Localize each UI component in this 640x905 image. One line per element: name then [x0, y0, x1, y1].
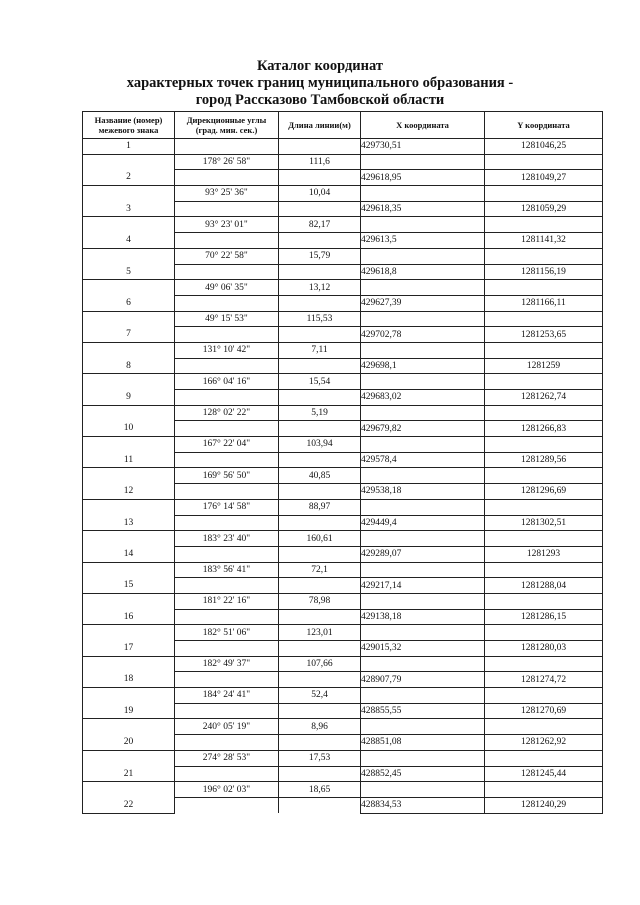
table-row [83, 139, 603, 155]
table-row [83, 186, 603, 202]
line-length: 52,4 [279, 688, 361, 704]
table-row [83, 766, 603, 782]
x-coordinate-empty [361, 437, 485, 453]
x-coordinate-empty [361, 750, 485, 766]
angle-cell-empty [175, 546, 279, 562]
angle-cell-empty [175, 672, 279, 688]
y-coordinate-empty [485, 280, 603, 296]
angle-cell-empty [175, 641, 279, 657]
length-cell-empty [279, 264, 361, 280]
table-row [83, 170, 603, 186]
point-number: 5 [83, 264, 175, 280]
angle-cell-empty [175, 358, 279, 374]
angle-cell-empty [175, 515, 279, 531]
length-cell-empty [279, 358, 361, 374]
y-coordinate-empty [485, 625, 603, 641]
point-number: 3 [83, 201, 175, 217]
direction-angle: 169° 56' 50" [175, 468, 279, 484]
point-number-empty [83, 593, 175, 609]
line-length: 8,96 [279, 719, 361, 735]
length-cell-empty [279, 609, 361, 625]
angle-cell-empty [175, 139, 279, 155]
point-number: 7 [83, 327, 175, 343]
y-coordinate: 1281288,04 [485, 578, 603, 594]
table-row [83, 311, 603, 327]
point-number-empty [83, 374, 175, 390]
x-coordinate: 429217,14 [361, 578, 485, 594]
y-coordinate: 1281156,19 [485, 264, 603, 280]
y-coordinate-empty [485, 593, 603, 609]
x-coordinate: 428851,08 [361, 735, 485, 751]
title-line-1: Каталог координат [256, 58, 384, 74]
length-cell-empty [279, 484, 361, 500]
direction-angle: 166° 04' 16" [175, 374, 279, 390]
line-length: 123,01 [279, 625, 361, 641]
y-coordinate-empty [485, 562, 603, 578]
point-number-empty [83, 750, 175, 766]
table-row [83, 641, 603, 657]
table-row [83, 782, 603, 798]
table-row [83, 735, 603, 751]
point-number-empty [83, 405, 175, 421]
table-row [83, 797, 603, 813]
x-coordinate: 429618,8 [361, 264, 485, 280]
angle-cell-empty [175, 578, 279, 594]
table-row [83, 484, 603, 500]
y-coordinate: 1281245,44 [485, 766, 603, 782]
x-coordinate-empty [361, 311, 485, 327]
angle-cell-empty [175, 797, 279, 813]
direction-angle: 183° 23' 40" [175, 531, 279, 547]
direction-angle: 240° 05' 19" [175, 719, 279, 735]
length-cell-empty [279, 546, 361, 562]
line-length: 72,1 [279, 562, 361, 578]
table-row [83, 452, 603, 468]
table-row [83, 405, 603, 421]
table-row [83, 342, 603, 358]
header-y: Y координата [485, 112, 603, 139]
table-row [83, 656, 603, 672]
point-number: 20 [83, 735, 175, 751]
x-coordinate: 429015,32 [361, 641, 485, 657]
table-body [83, 139, 603, 814]
y-coordinate-empty [485, 342, 603, 358]
x-coordinate-empty [361, 531, 485, 547]
direction-angle: 181° 22' 16" [175, 593, 279, 609]
x-coordinate-empty [361, 688, 485, 704]
direction-angle: 93° 23' 01" [175, 217, 279, 233]
point-number: 10 [83, 421, 175, 437]
y-coordinate-empty [485, 750, 603, 766]
point-number-empty [83, 468, 175, 484]
table-row [83, 217, 603, 233]
x-coordinate: 429289,07 [361, 546, 485, 562]
y-coordinate: 1281270,69 [485, 703, 603, 719]
table-row [83, 468, 603, 484]
y-coordinate-empty [485, 405, 603, 421]
header-angles: Дирекционные углы (град. мин. сек.) [175, 112, 279, 139]
length-cell-empty [279, 797, 361, 813]
line-length: 82,17 [279, 217, 361, 233]
x-coordinate: 429683,02 [361, 390, 485, 406]
line-length: 111,6 [279, 154, 361, 170]
table-row [83, 499, 603, 515]
y-coordinate-empty [485, 531, 603, 547]
y-coordinate-empty [485, 468, 603, 484]
x-coordinate: 428852,45 [361, 766, 485, 782]
point-number-empty [83, 656, 175, 672]
table-header-row [83, 112, 603, 139]
point-number: 6 [83, 295, 175, 311]
length-cell-empty [279, 170, 361, 186]
point-number: 1 [83, 139, 175, 155]
y-coordinate: 1281253,65 [485, 327, 603, 343]
y-coordinate: 1281296,69 [485, 484, 603, 500]
line-length: 18,65 [279, 782, 361, 798]
table-row [83, 750, 603, 766]
direction-angle: 274° 28' 53" [175, 750, 279, 766]
table-row [83, 248, 603, 264]
point-number: 17 [83, 641, 175, 657]
y-coordinate-empty [485, 248, 603, 264]
point-number-empty [83, 625, 175, 641]
x-coordinate-empty [361, 782, 485, 798]
angle-cell-empty [175, 233, 279, 249]
table-row [83, 421, 603, 437]
y-coordinate-empty [485, 688, 603, 704]
line-length: 88,97 [279, 499, 361, 515]
x-coordinate-empty [361, 719, 485, 735]
table-row [83, 719, 603, 735]
y-coordinate: 1281266,83 [485, 421, 603, 437]
line-length: 103,94 [279, 437, 361, 453]
y-coordinate-empty [485, 656, 603, 672]
table-row [83, 703, 603, 719]
x-coordinate: 429449,4 [361, 515, 485, 531]
line-length: 78,98 [279, 593, 361, 609]
x-coordinate: 429138,18 [361, 609, 485, 625]
table-row [83, 374, 603, 390]
direction-angle: 178° 26' 58" [175, 154, 279, 170]
x-coordinate: 429618,35 [361, 201, 485, 217]
y-coordinate: 1281141,32 [485, 233, 603, 249]
y-coordinate-empty [485, 186, 603, 202]
point-number: 21 [83, 766, 175, 782]
y-coordinate-empty [485, 217, 603, 233]
table-row [83, 593, 603, 609]
y-coordinate: 1281293 [485, 546, 603, 562]
line-length: 40,85 [279, 468, 361, 484]
y-coordinate: 1281280,03 [485, 641, 603, 657]
angle-cell-empty [175, 295, 279, 311]
y-coordinate: 1281046,25 [485, 139, 603, 155]
table-row [83, 609, 603, 625]
point-number-empty [83, 719, 175, 735]
point-number-empty [83, 342, 175, 358]
angle-cell-empty [175, 327, 279, 343]
point-number: 16 [83, 609, 175, 625]
line-length: 7,11 [279, 342, 361, 358]
angle-cell-empty [175, 484, 279, 500]
table-row [83, 201, 603, 217]
line-length: 13,12 [279, 280, 361, 296]
table-row [83, 358, 603, 374]
line-length: 115,53 [279, 311, 361, 327]
point-number-empty [83, 217, 175, 233]
y-coordinate: 1281302,51 [485, 515, 603, 531]
line-length: 107,66 [279, 656, 361, 672]
length-cell-empty [279, 703, 361, 719]
x-coordinate-empty [361, 625, 485, 641]
angle-cell-empty [175, 170, 279, 186]
y-coordinate: 1281286,15 [485, 609, 603, 625]
direction-angle: 93° 25' 36" [175, 186, 279, 202]
x-coordinate-empty [361, 248, 485, 264]
line-length: 160,61 [279, 531, 361, 547]
title-line-3: город Рассказово Тамбовской области [195, 92, 445, 108]
y-coordinate-empty [485, 437, 603, 453]
y-coordinate-empty [485, 499, 603, 515]
x-coordinate: 429730,51 [361, 139, 485, 155]
angle-cell-empty [175, 703, 279, 719]
direction-angle: 128° 02' 22" [175, 405, 279, 421]
table-row [83, 327, 603, 343]
x-coordinate-empty [361, 217, 485, 233]
table-row [83, 515, 603, 531]
line-length: 17,53 [279, 750, 361, 766]
length-cell-empty [279, 201, 361, 217]
line-length: 15,54 [279, 374, 361, 390]
x-coordinate: 429538,18 [361, 484, 485, 500]
direction-angle: 196° 02' 03" [175, 782, 279, 798]
point-number: 9 [83, 390, 175, 406]
length-cell-empty [279, 515, 361, 531]
y-coordinate-empty [485, 311, 603, 327]
length-cell-empty [279, 390, 361, 406]
angle-cell-empty [175, 421, 279, 437]
y-coordinate: 1281059,29 [485, 201, 603, 217]
point-number: 15 [83, 578, 175, 594]
y-coordinate-empty [485, 374, 603, 390]
x-coordinate: 428907,79 [361, 672, 485, 688]
direction-angle: 184° 24' 41" [175, 688, 279, 704]
table-row [83, 154, 603, 170]
length-cell-empty [279, 452, 361, 468]
y-coordinate: 1281049,27 [485, 170, 603, 186]
y-coordinate-empty [485, 782, 603, 798]
header-x: X координата [361, 112, 485, 139]
header-length: Длина линии(м) [279, 112, 361, 139]
direction-angle: 49° 15' 53" [175, 311, 279, 327]
point-number: 12 [83, 484, 175, 500]
angle-cell-empty [175, 766, 279, 782]
angle-cell-empty [175, 390, 279, 406]
point-number-empty [83, 311, 175, 327]
x-coordinate-empty [361, 280, 485, 296]
length-cell-empty [279, 295, 361, 311]
direction-angle: 131° 10' 42" [175, 342, 279, 358]
length-cell-empty [279, 672, 361, 688]
line-length: 10,04 [279, 186, 361, 202]
line-length: 5,19 [279, 405, 361, 421]
x-coordinate-empty [361, 405, 485, 421]
direction-angle: 70° 22' 58" [175, 248, 279, 264]
table-row [83, 546, 603, 562]
table-row [83, 625, 603, 641]
y-coordinate: 1281262,92 [485, 735, 603, 751]
line-length: 15,79 [279, 248, 361, 264]
direction-angle: 167° 22' 04" [175, 437, 279, 453]
x-coordinate-empty [361, 154, 485, 170]
angle-cell-empty [175, 735, 279, 751]
direction-angle: 182° 49' 37" [175, 656, 279, 672]
x-coordinate: 429578,4 [361, 452, 485, 468]
x-coordinate-empty [361, 593, 485, 609]
point-number-empty [83, 186, 175, 202]
length-cell-empty [279, 766, 361, 782]
table-row [83, 531, 603, 547]
direction-angle: 183° 56' 41" [175, 562, 279, 578]
point-number: 4 [83, 233, 175, 249]
point-number-empty [83, 782, 175, 798]
table-row [83, 578, 603, 594]
document-title [0, 58, 640, 109]
y-coordinate: 1281262,74 [485, 390, 603, 406]
x-coordinate: 429613,5 [361, 233, 485, 249]
direction-angle: 176° 14' 58" [175, 499, 279, 515]
y-coordinate: 1281274,72 [485, 672, 603, 688]
point-number-empty [83, 531, 175, 547]
coordinates-table [82, 111, 603, 814]
point-number-empty [83, 437, 175, 453]
point-number-empty [83, 248, 175, 264]
table-row [83, 562, 603, 578]
x-coordinate-empty [361, 186, 485, 202]
title-line-2: характерных точек границ муниципального образования - [126, 75, 514, 91]
point-number-empty [83, 688, 175, 704]
point-number: 2 [83, 170, 175, 186]
point-number-empty [83, 499, 175, 515]
direction-angle: 49° 06' 35" [175, 280, 279, 296]
length-cell-empty [279, 233, 361, 249]
x-coordinate-empty [361, 562, 485, 578]
length-cell-empty [279, 327, 361, 343]
y-coordinate: 1281166,11 [485, 295, 603, 311]
point-number: 14 [83, 546, 175, 562]
header-name: Название (номер) межевого знака [83, 112, 175, 139]
point-number: 19 [83, 703, 175, 719]
x-coordinate-empty [361, 374, 485, 390]
table-row [83, 688, 603, 704]
x-coordinate: 429618,95 [361, 170, 485, 186]
length-cell-empty [279, 578, 361, 594]
point-number: 13 [83, 515, 175, 531]
x-coordinate-empty [361, 656, 485, 672]
angle-cell-empty [175, 264, 279, 280]
x-coordinate: 429698,1 [361, 358, 485, 374]
point-number: 8 [83, 358, 175, 374]
x-coordinate-empty [361, 468, 485, 484]
x-coordinate-empty [361, 342, 485, 358]
table-row [83, 264, 603, 280]
length-cell-empty [279, 139, 361, 155]
point-number: 18 [83, 672, 175, 688]
table-row [83, 280, 603, 296]
angle-cell-empty [175, 201, 279, 217]
x-coordinate: 429702,78 [361, 327, 485, 343]
table-row [83, 390, 603, 406]
point-number-empty [83, 280, 175, 296]
y-coordinate: 1281259 [485, 358, 603, 374]
table-row [83, 233, 603, 249]
x-coordinate: 429627,39 [361, 295, 485, 311]
point-number-empty [83, 562, 175, 578]
x-coordinate: 428855,55 [361, 703, 485, 719]
angle-cell-empty [175, 452, 279, 468]
y-coordinate: 1281240,29 [485, 797, 603, 813]
point-number-empty [83, 154, 175, 170]
length-cell-empty [279, 421, 361, 437]
point-number: 22 [83, 797, 175, 813]
y-coordinate-empty [485, 154, 603, 170]
x-coordinate-empty [361, 499, 485, 515]
table-row [83, 295, 603, 311]
length-cell-empty [279, 735, 361, 751]
table-row [83, 437, 603, 453]
x-coordinate: 428834,53 [361, 797, 485, 813]
y-coordinate: 1281289,56 [485, 452, 603, 468]
table-row [83, 672, 603, 688]
direction-angle: 182° 51' 06" [175, 625, 279, 641]
angle-cell-empty [175, 609, 279, 625]
length-cell-empty [279, 641, 361, 657]
y-coordinate-empty [485, 719, 603, 735]
point-number: 11 [83, 452, 175, 468]
x-coordinate: 429679,82 [361, 421, 485, 437]
